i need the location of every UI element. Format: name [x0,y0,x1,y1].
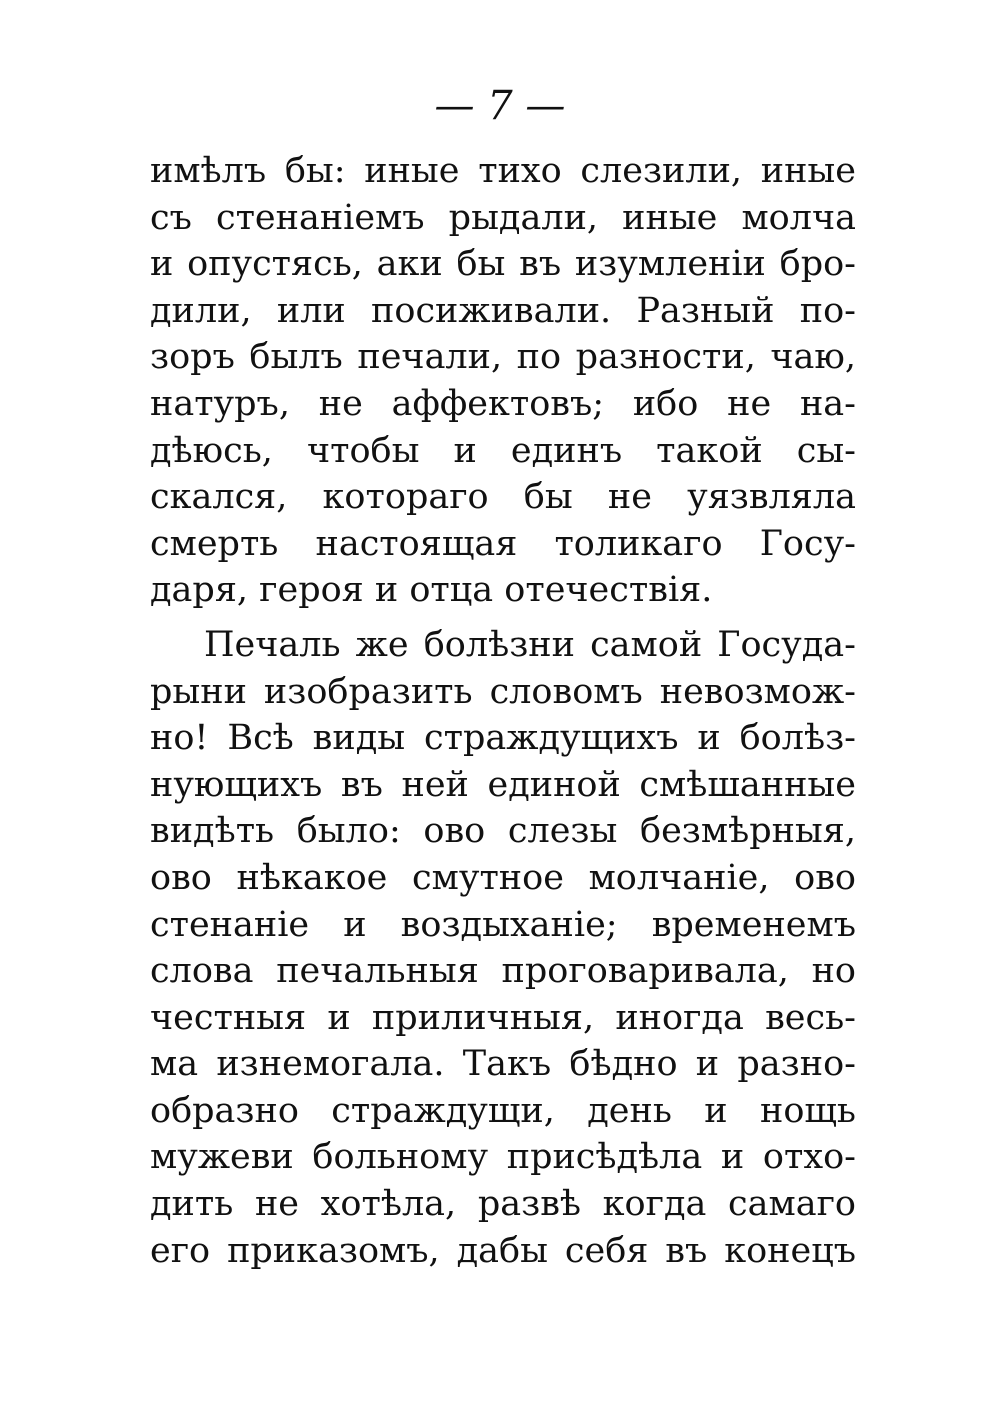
text-line: рыни изобразить словомъ невозмож- [150,671,856,712]
text-line: дить не хотѣла, развѣ когда самаго [150,1184,856,1225]
paragraph-2 [150,622,856,1274]
text-line: смерть настоящая толикаго Госу- [150,523,856,564]
text-line: скался, котораго бы не уязвляла [150,477,856,518]
text-line: нующихъ въ ней единой смѣшанные [150,764,856,805]
text-line: натуръ, не аффектовъ; ибо не на- [150,383,856,424]
text-line: но! Всѣ виды страждущихъ и болѣз- [150,718,856,759]
text-line: ово нѣкакое смутное молчаніе, ово [150,857,856,898]
page-number: — 7 — [434,83,566,129]
text-line: образно страждущи, день и нощь [150,1090,856,1131]
paragraph-gap [150,614,856,622]
text-line: имѣлъ бы: иные тихо слезили, иные [150,151,856,191]
text-line: слова печальныя проговаривала, но [150,951,856,992]
text-line: Печаль же болѣзни самой Госуда- [204,624,856,665]
text-line: и опустясь, аки бы въ изумленіи бро- [150,244,856,285]
text-line: стенаніе и воздыханіе; временемъ [150,904,856,945]
text-line: дили, или посиживали. Разный по- [150,290,856,331]
text-line: ма изнемогала. Такъ бѣдно и разно- [150,1044,856,1085]
paragraph-1 [150,148,856,614]
body-text [150,148,856,1274]
text-line: зоръ былъ печали, по разности, чаю, [150,337,856,378]
text-line: видѣть было: ово слезы безмѣрныя, [150,811,856,852]
text-line: даря, героя и отца отечествія. [150,570,713,611]
text-line: дѣюсь, чтобы и единъ такой сы- [150,430,856,471]
text-line: съ стенаніемъ рыдали, иные молча [150,197,856,238]
text-line: честныя и приличныя, иногда весь- [150,997,856,1038]
text-line: его приказомъ, дабы себя въ конецъ [150,1230,856,1271]
text-line: мужеви больному присѣдѣла и отхо- [150,1137,856,1178]
